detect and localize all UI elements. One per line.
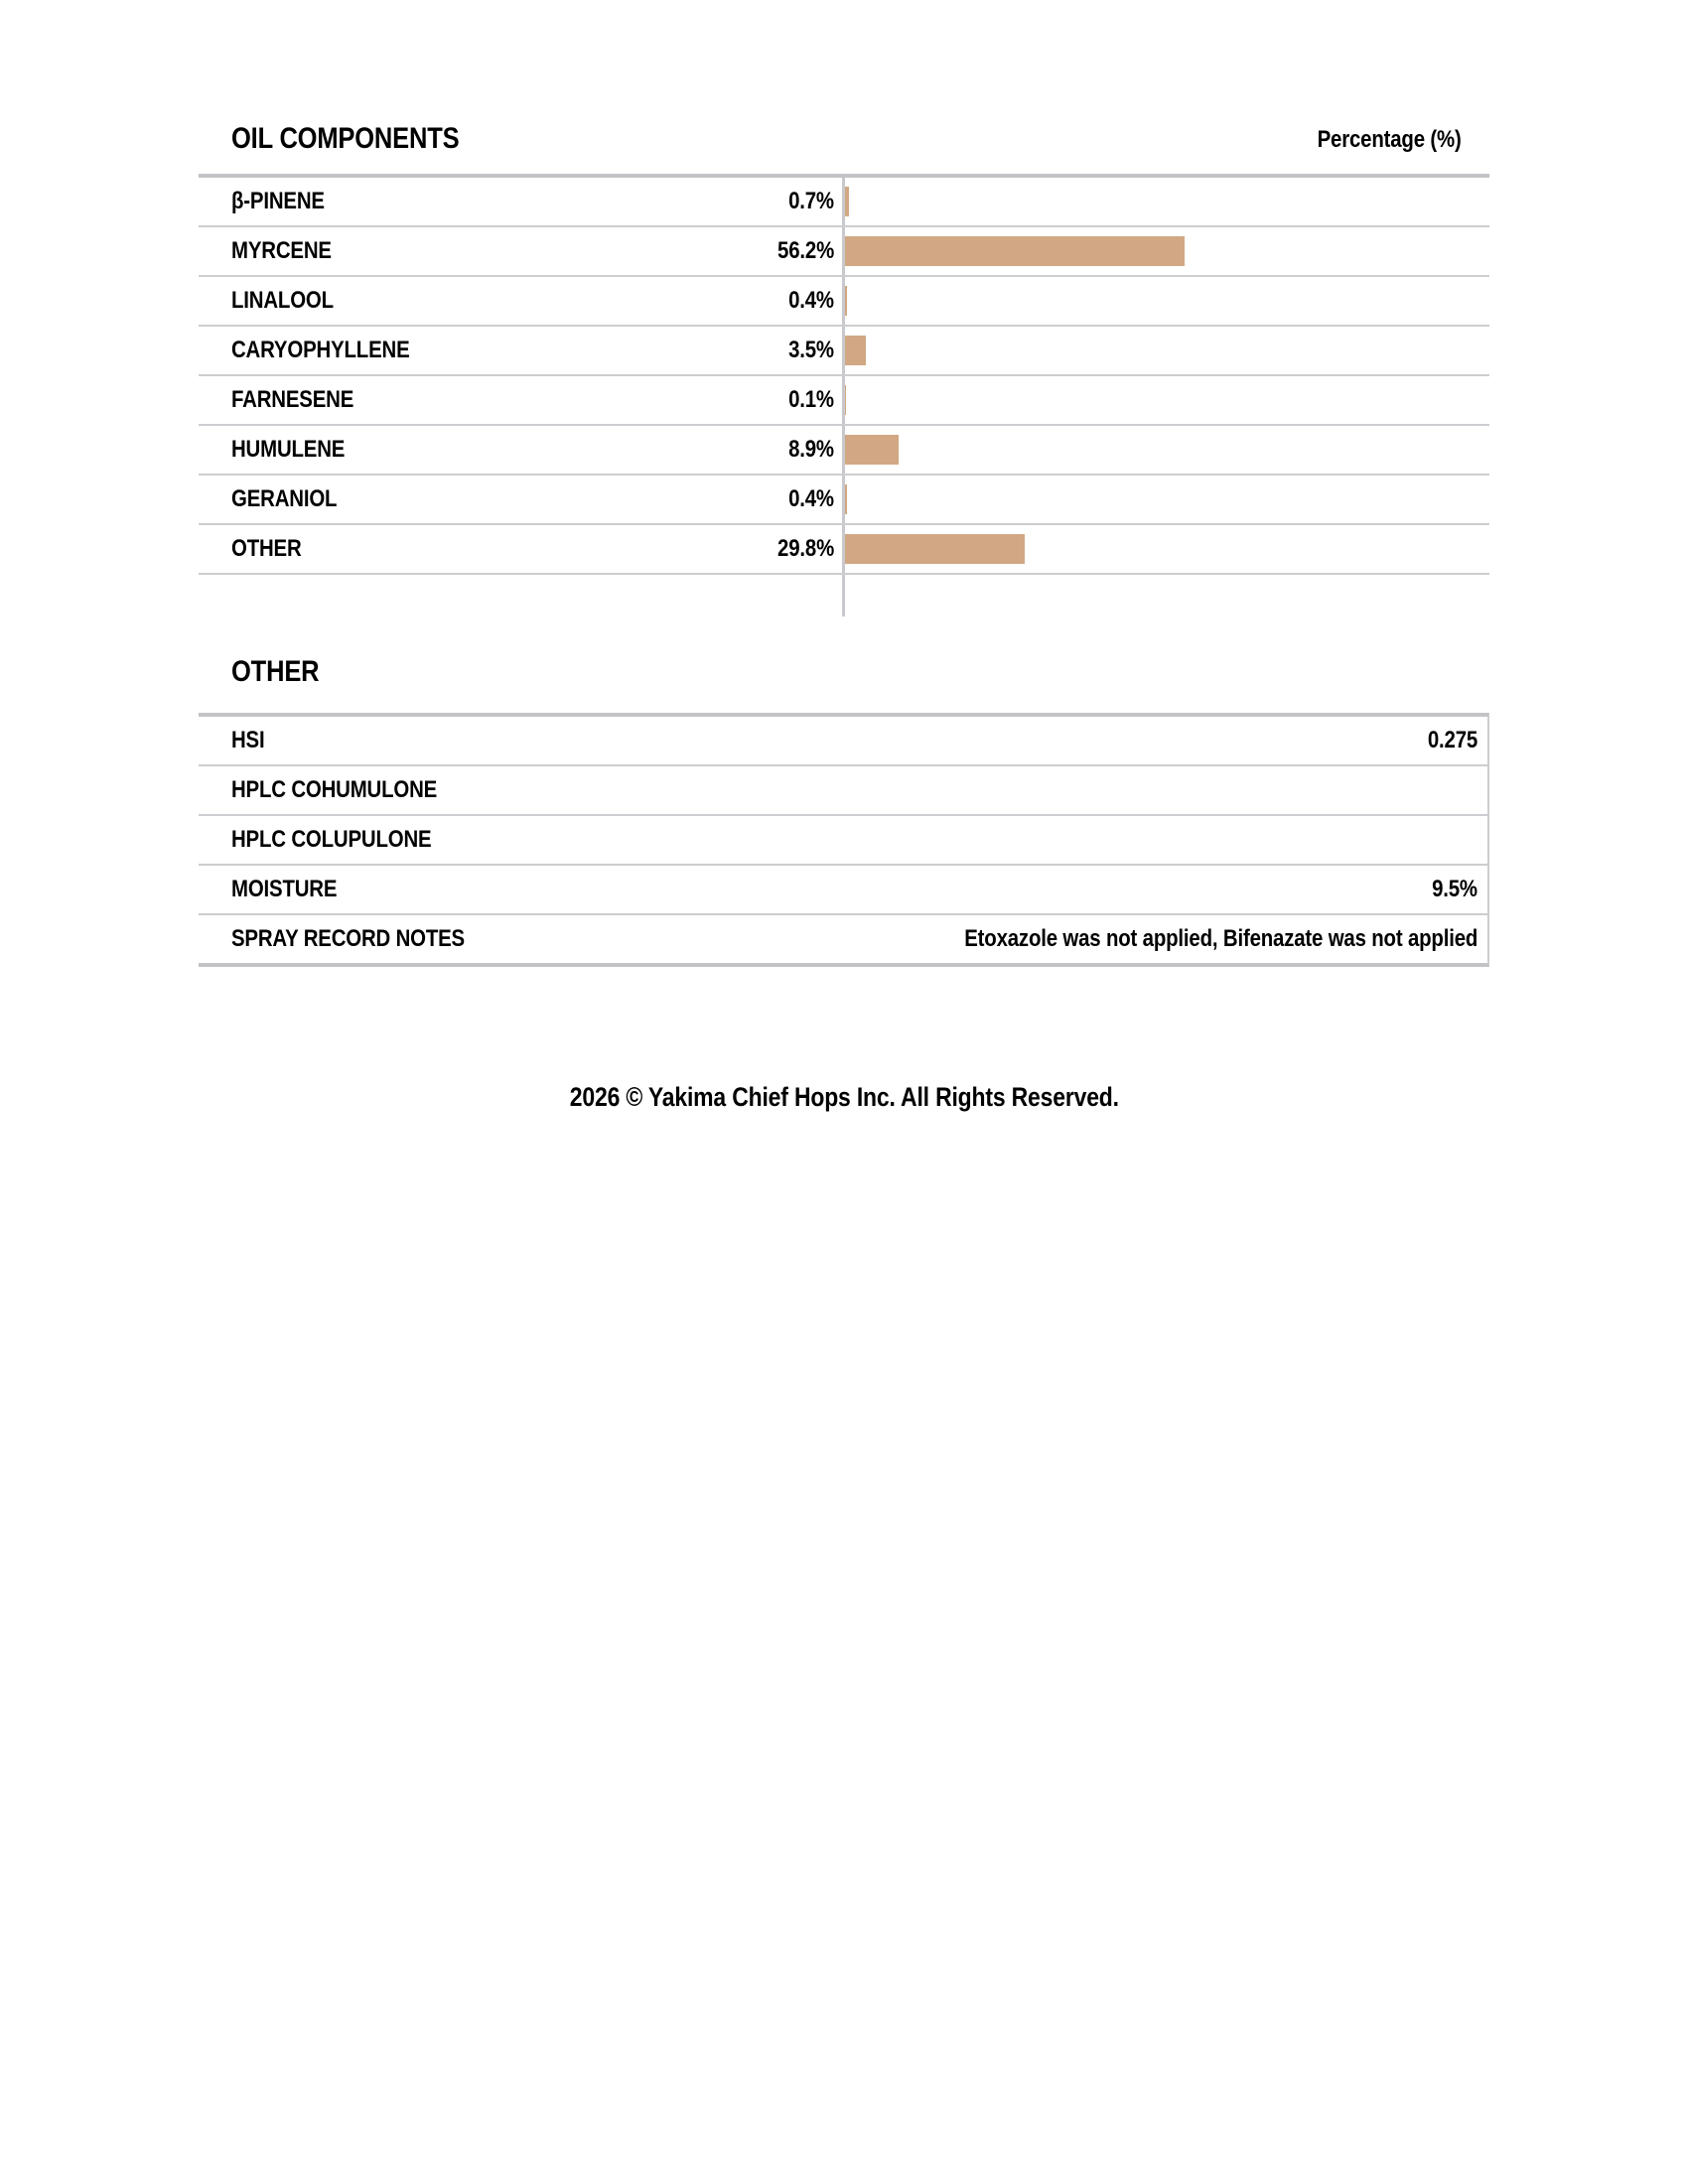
oil-bar	[845, 534, 1025, 564]
oil-bar	[845, 336, 866, 365]
other-row-value: 9.5%	[1432, 876, 1477, 902]
other-table-row	[199, 866, 1487, 915]
oil-component-label: FARNESENE	[231, 386, 354, 413]
oil-component-label: β-PINENE	[231, 188, 325, 214]
oil-component-cells	[199, 426, 842, 474]
oil-component-cells	[199, 376, 842, 424]
oil-components-header	[199, 105, 1489, 155]
oil-bar-track	[842, 525, 1489, 573]
oil-components-table	[199, 174, 1489, 616]
oil-component-label: GERANIOL	[231, 485, 338, 512]
oil-bar-track	[842, 476, 1489, 523]
oil-bar	[845, 484, 847, 514]
oil-component-cells	[199, 178, 842, 225]
oil-component-value: 0.7%	[788, 188, 834, 214]
oil-component-label: HUMULENE	[231, 436, 346, 463]
oil-component-value: 29.8%	[776, 535, 834, 562]
oil-bar	[845, 385, 846, 415]
oil-bar-track	[842, 227, 1489, 275]
oil-bar-track	[842, 277, 1489, 325]
copyright-footer	[199, 1082, 1489, 1113]
oil-component-label: OTHER	[231, 535, 302, 562]
oil-component-label: LINALOOL	[231, 287, 334, 314]
oil-component-cells	[199, 277, 842, 325]
oil-bar	[845, 187, 849, 216]
oil-component-row	[199, 227, 1489, 277]
oil-bar-track	[842, 178, 1489, 225]
percentage-axis-header	[1292, 124, 1489, 155]
oil-component-row	[199, 476, 1489, 525]
other-table	[199, 713, 1489, 967]
other-table-row	[199, 915, 1487, 963]
oil-component-row	[199, 525, 1489, 575]
oil-bar	[845, 435, 899, 465]
other-row-value: Etoxazole was not applied, Bifenazate was not applied	[964, 925, 1477, 952]
oil-bar-track	[842, 327, 1489, 374]
other-table-row	[199, 816, 1487, 866]
oil-component-row	[199, 277, 1489, 327]
other-row-label: HPLC COLUPULONE	[231, 826, 432, 853]
oil-component-row	[199, 178, 1489, 227]
oil-component-value: 8.9%	[788, 436, 834, 463]
oil-component-row	[199, 327, 1489, 376]
other-section-title-text: OTHER	[231, 655, 320, 688]
other-row-label: HSI	[231, 727, 265, 753]
oil-component-value: 56.2%	[776, 237, 834, 264]
other-row-value: 0.275	[1427, 727, 1477, 753]
other-row-label: MOISTURE	[231, 876, 338, 902]
copyright-footer-text: 2026 © Yakima Chief Hops Inc. All Rights Reserved.	[569, 1082, 1119, 1112]
oil-component-row	[199, 376, 1489, 426]
other-table-row	[199, 766, 1487, 816]
other-section-title	[231, 655, 335, 688]
oil-component-cells	[199, 327, 842, 374]
oil-component-value: 0.4%	[788, 287, 834, 314]
oil-component-label: MYRCENE	[231, 237, 332, 264]
oil-bar	[845, 236, 1185, 266]
other-row-label: HPLC COHUMULONE	[231, 776, 438, 803]
oil-components-title	[199, 122, 499, 155]
oil-component-value: 0.1%	[788, 386, 834, 413]
oil-bar-track	[842, 426, 1489, 474]
oil-component-label: CARYOPHYLLENE	[231, 337, 410, 363]
chart-axis-tail	[842, 575, 845, 616]
oil-component-cells	[199, 476, 842, 523]
percentage-axis-header-text: Percentage (%)	[1317, 125, 1462, 153]
oil-component-cells	[199, 227, 842, 275]
oil-component-value: 3.5%	[788, 337, 834, 363]
other-row-label: SPRAY RECORD NOTES	[231, 925, 465, 952]
oil-component-cells	[199, 525, 842, 573]
other-table-row	[199, 717, 1487, 766]
oil-bar	[845, 286, 847, 316]
oil-components-title-text: OIL COMPONENTS	[231, 122, 460, 155]
oil-bar-track	[842, 376, 1489, 424]
oil-component-row	[199, 426, 1489, 476]
oil-component-value: 0.4%	[788, 485, 834, 512]
